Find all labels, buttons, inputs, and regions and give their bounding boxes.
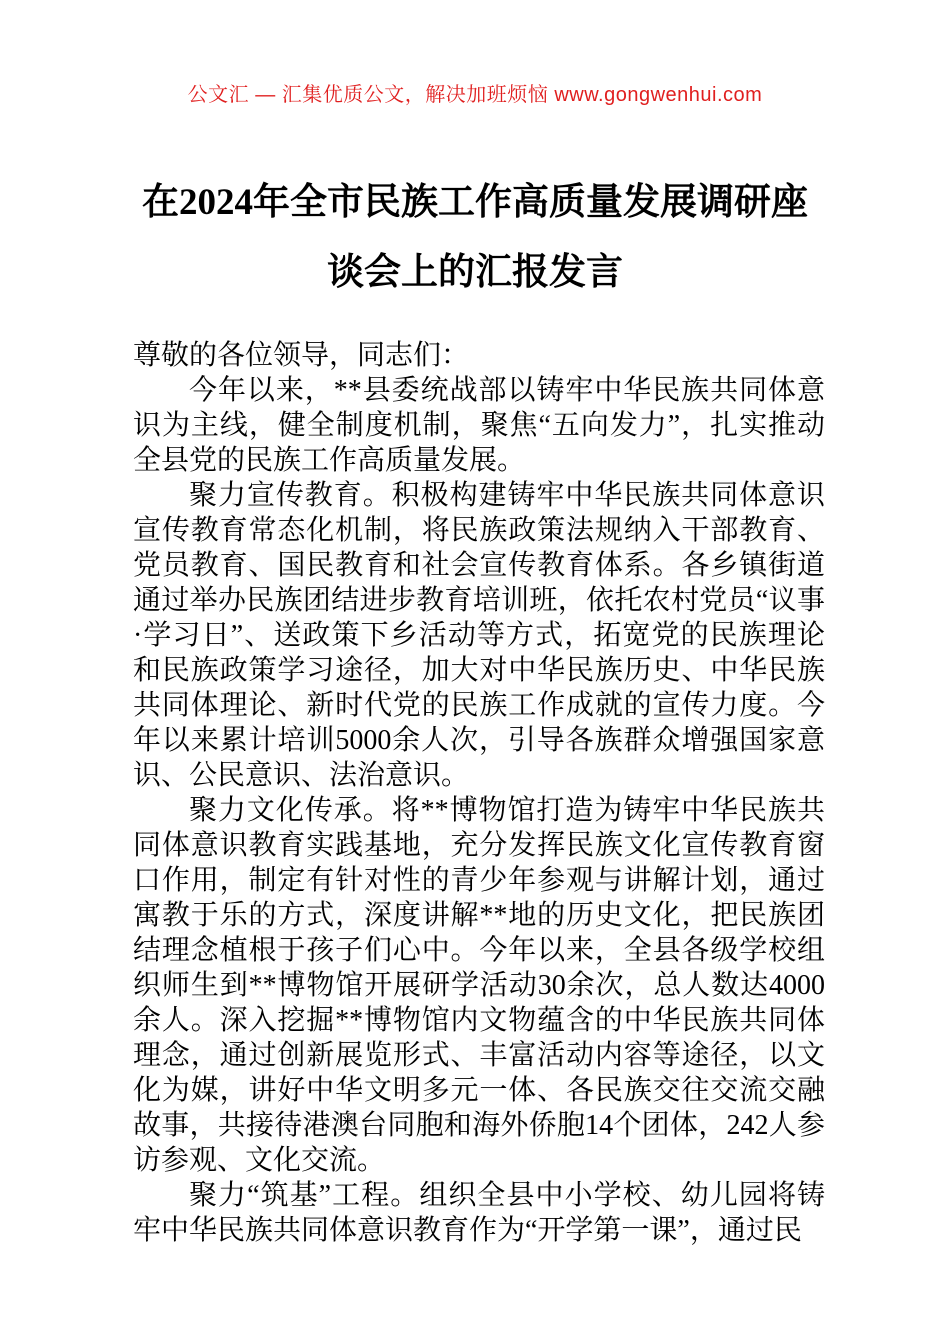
salutation-line: 尊敬的各位领导，同志们： [133, 340, 470, 371]
body-paragraph: 聚力宣传教育。积极构建铸牢中华民族共同体意识宣传教育常态化机制，将民族政策法规纳入干部教育、党员教育、国民教育和社会宣传教育体系。各乡镇街道通过举办民族团结进步教育培训班，依托农村党员“议事·学习日”、送政策下乡活动等方式，拓宽党的民族理论和民族政策学习途径，加大对中华民族历史、中华民族共同体理论、新时代党的民族工作成就的宣传力度。今年以来累计培训5000余人次，引导各族群众增强国家意识、公民意识、法治意识。 [133, 480, 825, 791]
body-paragraph: 聚力文化传承。将**博物馆打造为铸牢中华民族共同体意识教育实践基地，充分发挥民族文化宣传教育窗口作用，制定有针对性的青少年参观与讲解计划，通过寓教于乐的方式，深度讲解**地的历史文化，把民族团结理念植根于孩子们心中。今年以来，全县各级学校组织师生到**博物馆开展研学活动30余次，总人数达4000余人。深入挖掘**博物馆内文物蕴含的中华民族共同体理念，通过创新展览形式、丰富活动内容等途径，以文化为媒，讲好中华文明多元一体、各民族交往交流交融故事，共接待港澳台同胞和海外侨胞14个团体，242人参访参观、文化交流。 [133, 795, 825, 1176]
body-paragraph: 聚力“筑基”工程。组织全县中小学校、幼儿园将铸牢中华民族共同体意识教育作为“开学第一课”，通过民 [133, 1180, 825, 1246]
body-paragraph: 今年以来，**县委统战部以铸牢中华民族共同体意识为主线，健全制度机制，聚焦“五向发力”，扎实推动全县党的民族工作高质量发展。 [133, 375, 825, 476]
document-title-line-1: 在2024年全市民族工作高质量发展调研座 [142, 182, 808, 223]
document-title-line-2: 谈会上的汇报发言 [327, 252, 623, 293]
watermark-header: 公文汇 — 汇集优质公文，解决加班烦恼 www.gongwenhui.com [187, 84, 763, 106]
document-body [133, 338, 825, 1248]
document-title [130, 168, 820, 308]
